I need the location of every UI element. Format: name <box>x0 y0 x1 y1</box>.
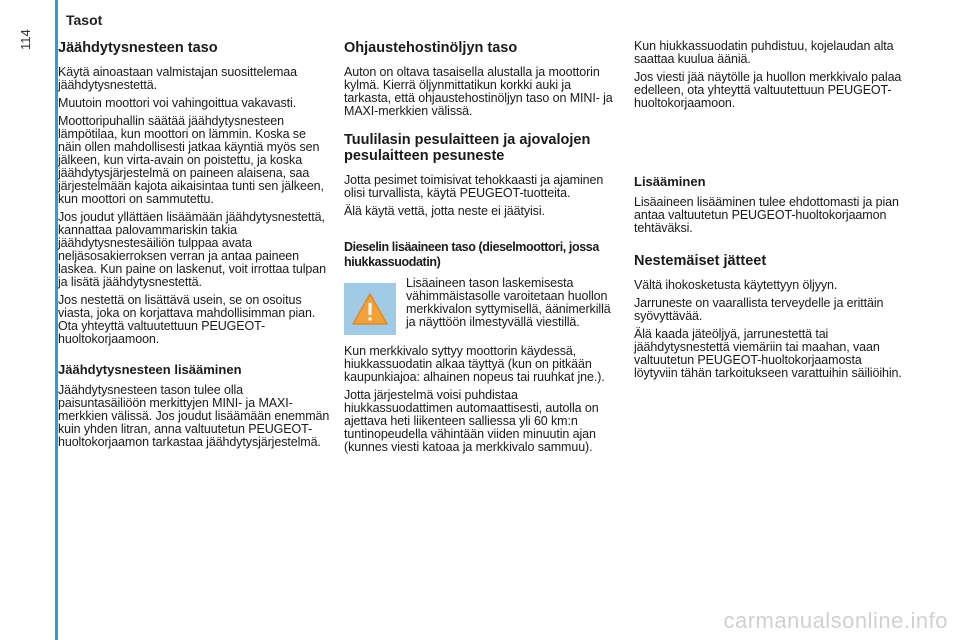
paragraph: Jarruneste on vaarallista terveydelle ja erittäin syövyttävää. <box>634 296 884 323</box>
paragraph: Vältä ihokosketusta käytettyyn öljyyn. <box>634 278 838 292</box>
paragraph: Moottoripuhallin säätää jäähdytysnesteen lämpötilaa, kun moottori on lämmin. Koska se näin ollen mahdollisesti jatkaa käyntiä myös sen jälkeen, kun virta-avain on poistettu, ja koska jäähdytysjärjestelmä on paineen alaisena, saa järjestelmään kajota aikaisintaa tunti sen jälkeen, kun moottori on sammutettu. <box>58 114 324 206</box>
heading-coolant-level: Jäähdytysnesteen taso <box>58 40 218 56</box>
paragraph: Jos nestettä on lisättävä usein, se on osoitus viasta, joka on korjattava mahdollisimman pian. Ota yhteyttä valtuutettuun PEUGEOT-huoltokorjaamoon. <box>58 293 316 346</box>
paragraph: Lisäaineen lisääminen tulee ehdottomasti ja pian antaa valtuutetun PEUGEOT-huoltokorjaamon tehtäväksi. <box>634 195 899 235</box>
column-3 <box>634 40 906 385</box>
paragraph: Älä käytä vettä, jotta neste ei jäätyisi. <box>344 204 545 218</box>
heading-waste-fluids: Nestemäiset jätteet <box>634 253 767 269</box>
paragraph: Kun merkkivalo syttyy moottorin käydessä, hiukkassuodatin alkaa täyttyä (kun on pitkään kaupunkiajoa: alhainen nopeus tai ruuhkat jne.). <box>344 344 605 384</box>
warning-triangle-icon <box>344 283 396 335</box>
paragraph: Käytä ainoastaan valmistajan suosittelemaa jäähdytysnestettä. <box>58 65 297 92</box>
paragraph: Auton on oltava tasaisella alustalla ja moottorin kylmä. Kierrä öljynmittatikun korkki auki ja tarkasta, että ohjaustehostinöljyn taso on MINI- ja MAXI-merkkien välissä. <box>344 65 613 118</box>
page-number: 114 <box>18 29 33 50</box>
column-1 <box>58 40 330 454</box>
heading-washer-fluid: Tuulilasin pesulaitteen ja ajovalojen pesulaitteen pesuneste <box>344 132 591 164</box>
paragraph: Jos viesti jää näytölle ja huollon merkkivalo palaa edelleen, ota yhteyttä valtuutettuun PEUGEOT-huoltokorjaamoon. <box>634 70 902 110</box>
column-2 <box>344 40 616 459</box>
heading-power-steering: Ohjaustehostinöljyn taso <box>344 40 518 56</box>
paragraph: Älä kaada jäteöljyä, jarrunestettä tai jäähdytysnestettä viemäriin tai maahan, vaan valtuutetun PEUGEOT-huoltokorjaamosta löytyviin tähän tarkoitukseen varattuihin säiliöihin. <box>634 327 902 380</box>
heading-coolant-topup: Jäähdytysnesteen lisääminen <box>58 362 242 377</box>
paragraph: Kun hiukkassuodatin puhdistuu, kojelaudan alta saattaa kuulua ääniä. <box>634 39 894 66</box>
warning-note <box>344 277 616 335</box>
paragraph: Jotta pesimet toimisivat tehokkaasti ja ajaminen olisi turvallista, käytä PEUGEOT-tuotteita. <box>344 173 604 200</box>
section-title: Tasot <box>66 12 103 28</box>
watermark: carmanualsonline.info <box>723 608 948 633</box>
heading-adding: Lisääminen <box>634 174 706 189</box>
paragraph: Jäähdytysnesteen tason tulee olla paisuntasäiliöön merkittyjen MINI- ja MAXI-merkkien välissä. Jos joudut lisäämään enemmän kuin yhden litran, anna valtuutetun PEUGEOT-huoltokorjaamon tarkastaa jäähdytysjärjestelmä. <box>58 383 330 449</box>
warning-text: Lisäaineen tason laskemisesta vähimmäistasolle varoitetaan huollon merkkivalon syttymisellä, äänimerkillä ja näyttöön ilmestyvällä viestillä. <box>406 276 611 329</box>
paragraph: Muutoin moottori voi vahingoittua vakavasti. <box>58 96 297 110</box>
paragraph: Jotta järjestelmä voisi puhdistaa hiukkassuodattimen automaattisesti, autolla on ajettava heti liikenteen salliessa yli 60 km:n tuntinopeudella vähintään viiden minuutin ajan (kunnes viesti katoaa ja merkkivalo sammuu). <box>344 388 599 454</box>
heading-diesel-additive: Dieselin lisäaineen taso (dieselmoottori, jossa hiukkassuodatin) <box>344 240 599 269</box>
paragraph: Jos joudut yllättäen lisäämään jäähdytysnestettä, kannattaa palovammariskin takia jäähdytysnestesäiliön tulppaa avata neljäsosakierroksen verran ja antaa paineen laskea. Kun paine on laskenut, voit irrottaa tulpan ja lisätä jäähdytysnestettä. <box>58 210 326 289</box>
